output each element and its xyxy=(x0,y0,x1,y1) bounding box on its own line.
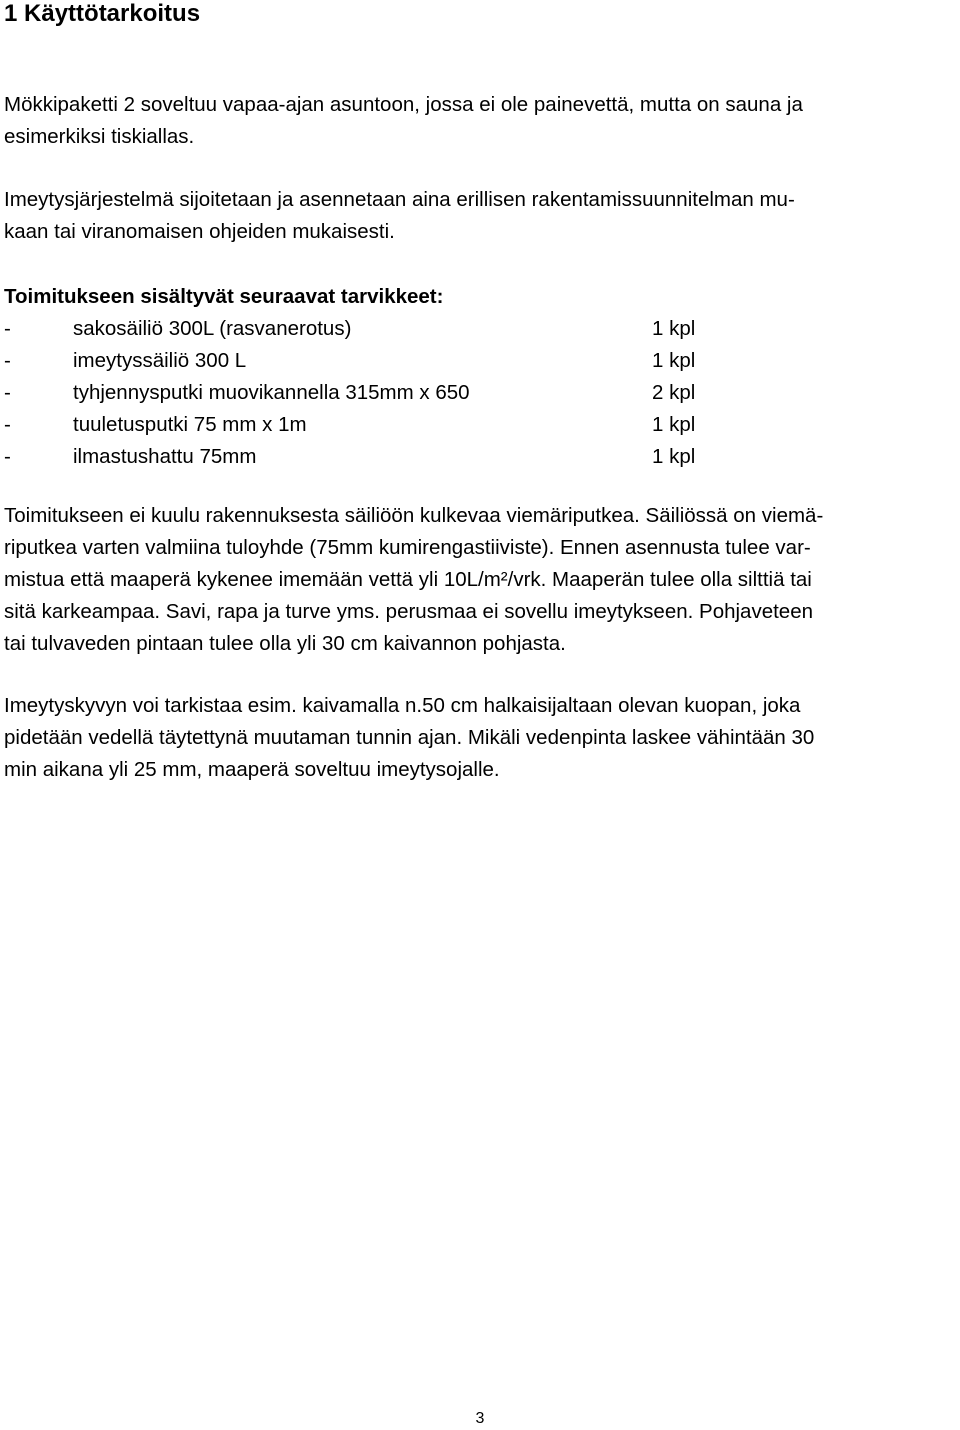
item-quantity: 1 kpl xyxy=(652,317,696,340)
supplies-title: Toimitukseen sisältyvät seuraavat tarvikkeet: xyxy=(4,285,444,308)
list-dash: - xyxy=(4,317,11,340)
not-included-line: mistua että maaperä kykenee imemään vettä yli 10L/m²/vrk. Maaperän tulee olla silttiä tai xyxy=(4,568,812,591)
test-line: min aikana yli 25 mm, maaperä soveltuu imeytysojalle. xyxy=(4,758,500,781)
item-quantity: 1 kpl xyxy=(652,413,696,436)
list-dash: - xyxy=(4,381,11,404)
item-quantity: 1 kpl xyxy=(652,445,696,468)
item-name: ilmastushattu 75mm xyxy=(73,445,257,468)
list-item xyxy=(4,313,764,345)
item-name: sakosäiliö 300L (rasvanerotus) xyxy=(73,317,352,340)
list-item xyxy=(4,377,764,409)
not-included-line: tai tulvaveden pintaan tulee olla yli 30 cm kaivannon pohjasta. xyxy=(4,632,566,655)
test-line: Imeytyskyvyn voi tarkistaa esim. kaivamalla n.50 cm halkaisijaltaan olevan kuopan, joka xyxy=(4,694,801,717)
list-dash: - xyxy=(4,413,11,436)
item-quantity: 1 kpl xyxy=(652,349,696,372)
test-line: pidetään vedellä täytettynä muutaman tunnin ajan. Mikäli vedenpinta laskee vähintään 30 xyxy=(4,726,815,749)
section-heading: 1 Käyttötarkoitus xyxy=(4,0,201,27)
installation-paragraph xyxy=(4,184,954,248)
not-included-paragraph xyxy=(4,500,954,660)
not-included-line: Toimitukseen ei kuulu rakennuksesta säiliöön kulkevaa viemäriputkea. Säiliössä on viemä- xyxy=(4,504,824,527)
item-name: imeytyssäiliö 300 L xyxy=(73,349,247,372)
intro-line: esimerkiksi tiskiallas. xyxy=(4,125,195,148)
list-item xyxy=(4,409,764,441)
installation-line: kaan tai viranomaisen ohjeiden mukaisesti. xyxy=(4,220,395,243)
supplies-list xyxy=(4,313,764,473)
item-quantity: 2 kpl xyxy=(652,381,696,404)
not-included-line: riputkea varten valmiina tuloyhde (75mm kumirengastiiviste). Ennen asennusta tulee var- xyxy=(4,536,811,559)
not-included-line: sitä karkeampaa. Savi, rapa ja turve yms. perusmaa ei sovellu imeytykseen. Pohjaveteen xyxy=(4,600,813,623)
list-item xyxy=(4,441,764,473)
list-dash: - xyxy=(4,445,11,468)
installation-line: Imeytysjärjestelmä sijoitetaan ja asennetaan aina erillisen rakentamissuunnitelman mu- xyxy=(4,188,795,211)
test-paragraph xyxy=(4,690,954,786)
page-number: 3 xyxy=(475,1410,485,1427)
list-item xyxy=(4,345,764,377)
intro-paragraph xyxy=(4,89,954,153)
item-name: tyhjennysputki muovikannella 315mm x 650 xyxy=(73,381,470,404)
intro-line: Mökkipaketti 2 soveltuu vapaa-ajan asuntoon, jossa ei ole painevettä, mutta on sauna ja xyxy=(4,93,803,116)
list-dash: - xyxy=(4,349,11,372)
item-name: tuuletusputki 75 mm x 1m xyxy=(73,413,307,436)
